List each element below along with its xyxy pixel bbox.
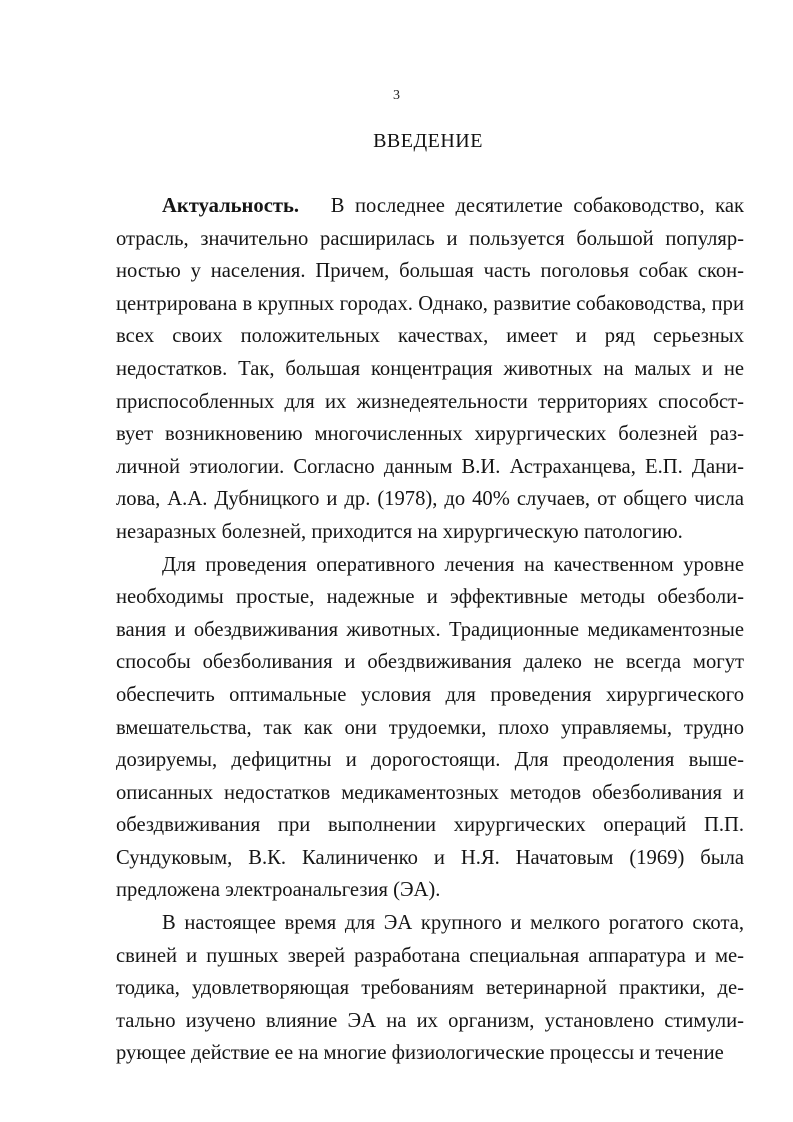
- paragraph-methods: Для проведения оперативного лечения на качественном уровне необходимы простые, надежные и эффективные методы обезболивания и обездвиживания животных. Традиционные медикаментозные способы обезболивания и обездвиживания далеко не всегда могут обеспечить оптимальные условия для проведения хирургического вмешательства, так как они трудоемки, плохо управляемы, трудно дозируемы, дефицитны и дорогостоящи. Для преодоления вышеописанных недостатков медикаментозных методов обезболивания и обездвиживания при выполнении хирургических операций П.П. Сундуковым, В.К. Калиниченко и Н.Я. Начатовым (1969) была предложена электроанальгезия (ЭА).: [116, 553, 744, 902]
- page-number: 3: [393, 88, 400, 103]
- paragraph-text: В последнее десятилетие собаководство, как отрасль, значительно расширилась и пользуется большой популярностью у населения. Причем, большая часть поголовья собак сконцентрирована в крупных городах. Однако, развитие собаководства, при всех своих положительных качествах, имеет и ряд серьезных недостатков. Так, большая концентрация животных на малых и не приспособленных для их жизнедеятельности территориях способствует возникновению многочисленных хирургических болезней различной этиологии. Согласно данным В.И. Астраханцева, Е.П. Данилова, А.А. Дубницкого и др. (1978), до 40% случаев, от общего числа незаразных болезней, приходится на хирургическую патологию.: [116, 195, 744, 543]
- paragraph-current-state: В настоящее время для ЭА крупного и мелкого рогатого скота, свиней и пушных зверей разработана специальная аппаратура и методика, удовлетворяющая требованиям ветеринарной практики, детально изучено влияние ЭА на их организм, установлено стимулирующее действие ее на многие физиологические процессы и течение: [116, 912, 744, 1065]
- paragraph-relevance: [116, 190, 744, 549]
- body-text: [116, 190, 744, 1070]
- section-title: ВВЕДЕНИЕ: [373, 130, 483, 152]
- paragraph-lead: Актуальность.: [162, 195, 299, 217]
